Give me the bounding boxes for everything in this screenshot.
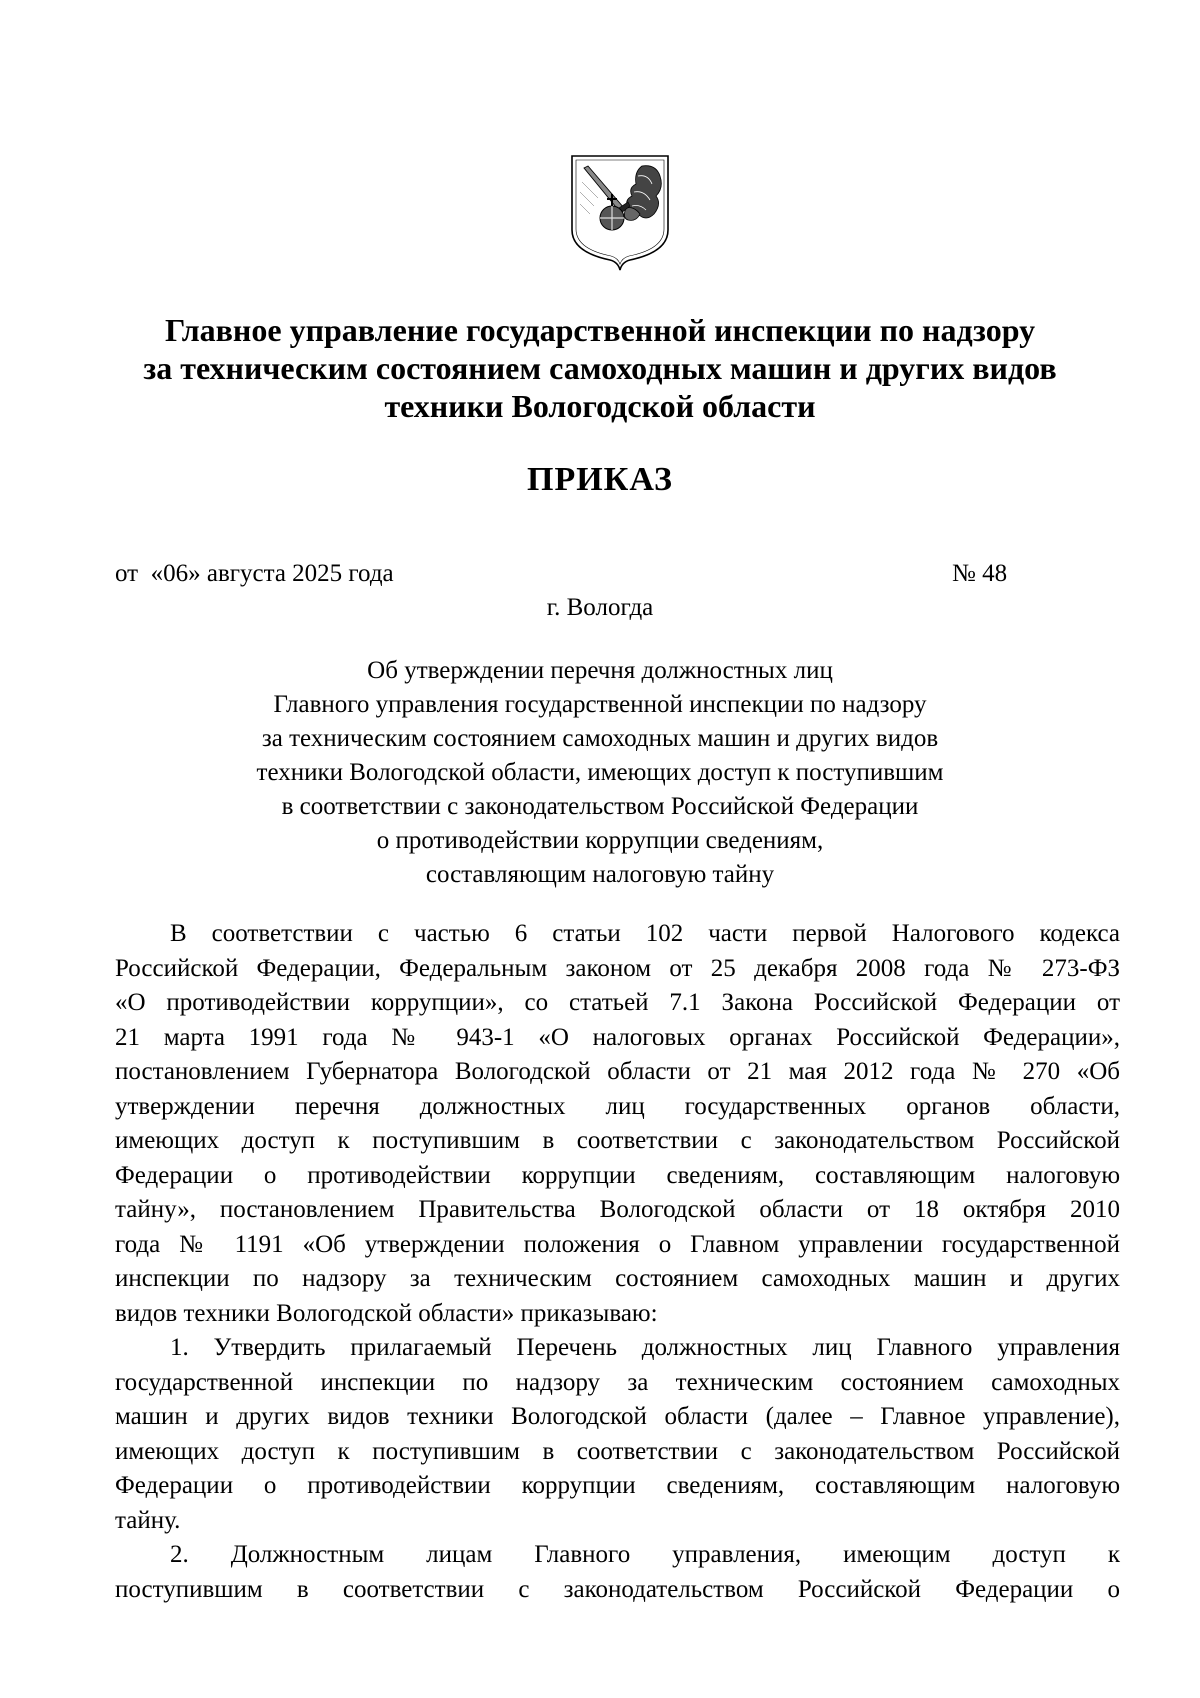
item-1-line: Федерации о противодействии коррупции сведениям, составляющим налоговую — [115, 1472, 1120, 1499]
document-body — [115, 917, 1120, 1607]
subject-line: составляющим налоговую тайну — [425, 861, 775, 888]
org-title-line: за техническим состоянием самоходных машин и других видов — [143, 350, 1057, 386]
document-type-title: ПРИКАЗ — [527, 461, 673, 498]
body-line: В соответствии с частью 6 статьи 102 части первой Налогового кодекса — [170, 920, 1120, 947]
document-number: № 48 — [952, 560, 1008, 587]
org-title-line: техники Вологодской области — [384, 388, 816, 424]
body-line: инспекции по надзору за техническим состоянием самоходных машин и других — [115, 1265, 1120, 1292]
subject-line: Об утверждении перечня должностных лиц — [367, 657, 833, 684]
item-1-line: государственной инспекции по надзору за техническим состоянием самоходных — [115, 1368, 1120, 1396]
subject-line: в соответствии с законодательством Российской Федерации — [281, 793, 919, 820]
document-subject — [100, 654, 1100, 892]
body-line: «О противодействии коррупции», со статьей 7.1 Закона Российской Федерации от — [115, 989, 1120, 1016]
body-line: Федерации о противодействии коррупции сведениям, составляющим налоговую — [115, 1161, 1120, 1189]
subject-line: за техническим состоянием самоходных машин и других видов — [261, 725, 939, 752]
subject-line: Главного управления государственной инспекции по надзору — [273, 691, 927, 718]
document-date: от «06» августа 2025 года — [115, 560, 394, 587]
item-1-line: тайну. — [115, 1506, 181, 1534]
organization-title — [100, 311, 1100, 425]
item-2-line: 2. Должностным лицам Главного управления, имеющим доступ к — [170, 1541, 1120, 1568]
item-1-line: 1. Утвердить прилагаемый Перечень должностных лиц Главного управления — [170, 1334, 1120, 1361]
item-2-line: поступившим в соответствии с законодательством Российской Федерации о — [115, 1575, 1120, 1603]
body-line: 21 марта 1991 года № 943-1 «О налоговых органах Российской Федерации», — [115, 1023, 1120, 1051]
body-line: имеющих доступ к поступившим в соответствии с законодательством Российской — [115, 1127, 1120, 1154]
item-1-line: машин и других видов техники Вологодской области (далее – Главное управление), — [115, 1403, 1120, 1430]
item-1-line: имеющих доступ к поступившим в соответствии с законодательством Российской — [115, 1437, 1120, 1465]
body-line: тайну», постановлением Правительства Вологодской области от 18 октября 2010 — [115, 1196, 1120, 1223]
subject-line: о противодействии коррупции сведениям, — [376, 827, 824, 854]
document-city: г. Вологда — [546, 594, 654, 621]
body-line: постановлением Губернатора Вологодской области от 21 мая 2012 года № 270 «Об — [115, 1058, 1120, 1085]
subject-line: техники Вологодской области, имеющих доступ к поступившим — [256, 759, 944, 786]
body-line: года № 1191 «Об утверждении положения о Главном управлении государственной — [115, 1230, 1120, 1258]
body-line: Российской Федерации, Федеральным законом от 25 декабря 2008 года № 273-ФЗ — [115, 954, 1120, 982]
vologda-coat-of-arms-icon — [568, 152, 672, 272]
body-line: видов техники Вологодской области» приказываю: — [115, 1299, 658, 1327]
org-title-line: Главное управление государственной инспекции по надзору — [164, 312, 1036, 348]
body-line: утверждении перечня должностных лиц государственных органов области, — [115, 1092, 1120, 1120]
